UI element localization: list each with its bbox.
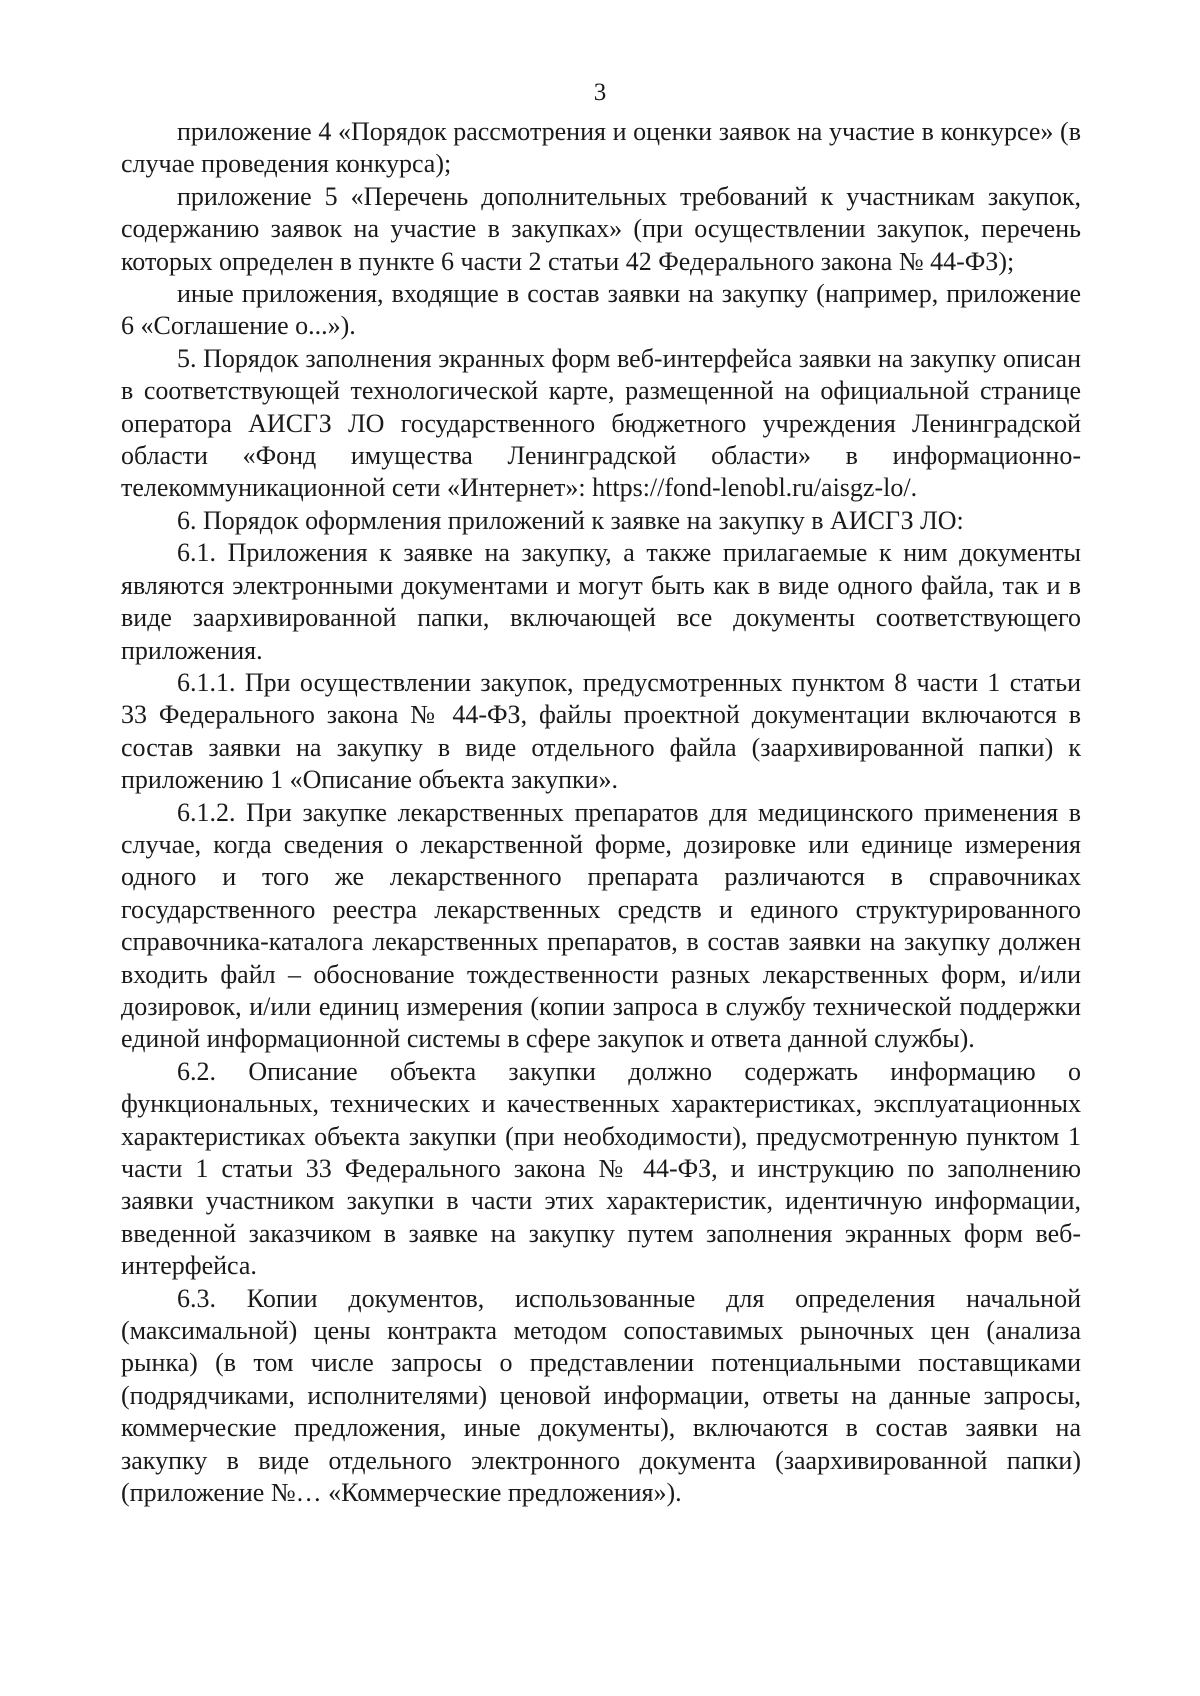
paragraph-6: 6. Порядок оформления приложений к заявке на закупку в АИСГЗ ЛО: bbox=[177, 505, 964, 535]
paragraph-6-1-2: 6.1.2. При закупке лекарственных препаратов для медицинского применения в случае, когда сведения о лекарственной форме, дозировке или единице измерения одного и того же лекарственного препарата различаются в справочниках государственного реестра лекарственных средств и единого структурированного справочника-каталога лекарственных препаратов, в состав заявки на закупку должен входить файл – обоснование тождественности разных лекарственных форм, и/или дозировок, и/или единиц измерения (копии запроса в службу технической поддержки единой информационной системы в сфере закупок и ответа данной службы). bbox=[121, 797, 1081, 1054]
paragraph-6-3: 6.3. Копии документов, использованные для определения начальной (максимальной) цены контракта методом сопоставимых рыночных цен (анализа рынка) (в том числе запросы о представлении потенциальными поставщиками (подрядчиками, исполнителями) ценовой информации, ответы на данные запросы, коммерческие предложения, иные документы), включаются в состав заявки на закупку в виде отдельного электронного документа (заархивированной папки) (приложение №… «Коммерческие предложения»). bbox=[121, 1283, 1081, 1508]
paragraph-5: 5. Порядок заполнения экранных форм веб-интерфейса заявки на закупку описан в соответствующей технологической карте, размещенной на официальной странице оператора АИСГЗ ЛО государственного бюджетного учреждения Ленинградской области «Фонд имущества Ленинградской области» в информационно-телекоммуникационной сети «Интернет»: https://fond-lenobl.ru/aisgz-lo/. bbox=[121, 343, 1081, 503]
paragraph-other-appendices: иные приложения, входящие в состав заявки на закупку (например, приложение 6 «Соглашение о...»). bbox=[121, 279, 1081, 341]
paragraph-6-1-1: 6.1.1. При осуществлении закупок, предусмотренных пунктом 8 части 1 статьи 33 Федерального закона № 44-ФЗ, файлы проектной документации включаются в состав заявки на закупку в виде отдельного файла (заархивированной папки) к приложению 1 «Описание объекта закупки». bbox=[121, 667, 1081, 795]
paragraph-appendix-4: приложение 4 «Порядок рассмотрения и оценки заявок на участие в конкурсе» (в случае проведения конкурса); bbox=[121, 117, 1081, 179]
page-number: 3 bbox=[593, 79, 607, 106]
paragraph-6-1: 6.1. Приложения к заявке на закупку, а также прилагаемые к ним документы являются электронными документами и могут быть как в виде одного файла, так и в виде заархивированной папки, включающей все документы соответствующего приложения. bbox=[121, 538, 1081, 665]
paragraph-6-2: 6.2. Описание объекта закупки должно содержать информацию о функциональных, технических и качественных характеристиках, эксплуатационных характеристиках объекта закупки (при необходимости), предусмотренную пунктом 1 части 1 статьи 33 Федерального закона № 44-ФЗ, и инструкцию по заполнению заявки участником закупки в части этих характеристик, идентичную информации, введенной заказчиком в заявке на закупку путем заполнения экранных форм веб-интерфейса. bbox=[121, 1056, 1081, 1281]
document-body bbox=[121, 116, 1081, 1509]
paragraph-appendix-5: приложение 5 «Перечень дополнительных требований к участникам закупок, содержанию заявок на участие в закупках» (при осуществлении закупок, перечень которых определен в пункте 6 части 2 статьи 42 Федерального закона № 44-ФЗ); bbox=[121, 181, 1081, 276]
